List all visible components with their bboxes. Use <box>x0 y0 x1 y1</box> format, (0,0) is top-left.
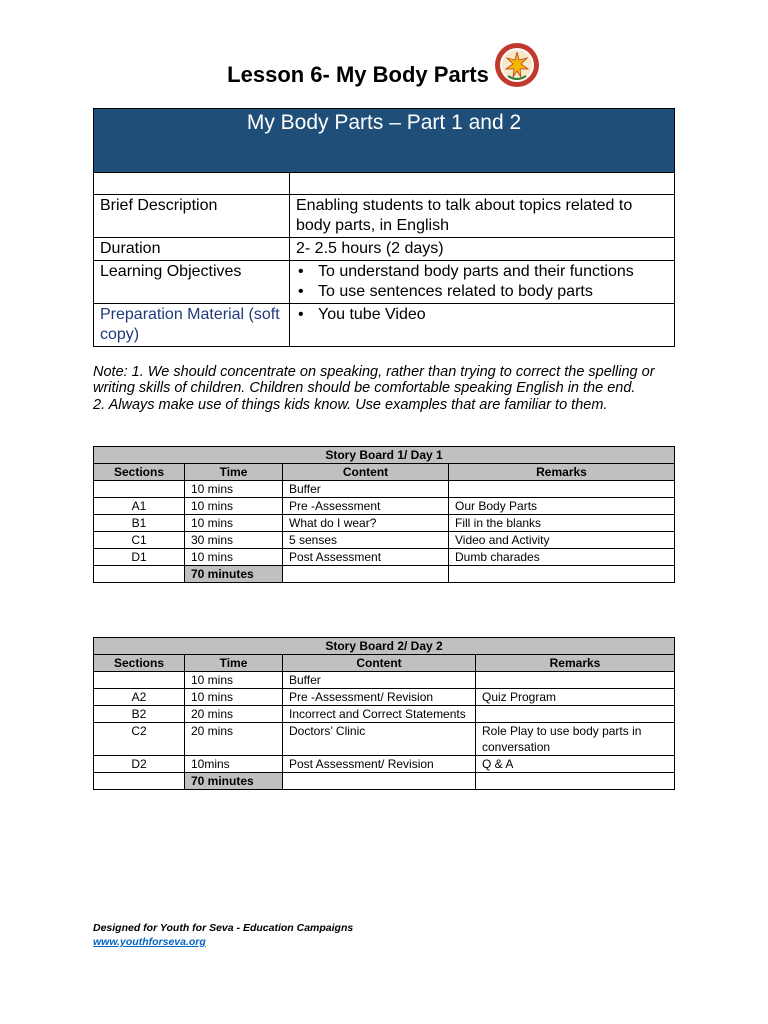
content-cell: Pre -Assessment <box>283 498 449 515</box>
section-cell: C1 <box>94 532 185 549</box>
total-time: 70 minutes <box>185 566 283 583</box>
table-row <box>94 481 675 498</box>
duration-value: 2- 2.5 hours (2 days) <box>290 238 675 261</box>
youth-for-seva-logo <box>494 42 540 88</box>
time-cell: 10mins <box>185 756 283 773</box>
objective-bullet: • To understand body parts and their functions <box>296 262 668 282</box>
section-cell: A2 <box>94 689 185 706</box>
preparation-material-value <box>290 304 675 347</box>
remarks-cell <box>476 672 675 689</box>
col-header-time: Time <box>185 655 283 672</box>
time-cell: 10 mins <box>185 498 283 515</box>
remarks-cell: Q & A <box>476 756 675 773</box>
remarks-cell: Dumb charades <box>449 549 675 566</box>
table-row <box>94 723 675 756</box>
col-header-remarks: Remarks <box>449 464 675 481</box>
content-cell: Doctors’ Clinic <box>283 723 476 756</box>
time-cell: 20 mins <box>185 706 283 723</box>
empty-cell <box>94 773 185 790</box>
table-row <box>94 672 675 689</box>
objective-bullet: • To use sentences related to body parts <box>296 282 668 302</box>
note-line-2: 2. Always make use of things kids know. Use examples that are familiar to them. <box>93 396 608 413</box>
remarks-cell: Quiz Program <box>476 689 675 706</box>
content-cell: Buffer <box>283 672 476 689</box>
time-cell: 30 mins <box>185 532 283 549</box>
teaching-note <box>93 364 683 413</box>
time-cell: 10 mins <box>185 689 283 706</box>
time-cell: 10 mins <box>185 549 283 566</box>
empty-cell <box>283 773 476 790</box>
empty-cell <box>449 566 675 583</box>
total-row <box>94 773 675 790</box>
content-cell: Pre -Assessment/ Revision <box>283 689 476 706</box>
page-footer <box>93 921 353 949</box>
section-cell: A1 <box>94 498 185 515</box>
empty-cell <box>94 173 290 195</box>
content-cell: Post Assessment/ Revision <box>283 756 476 773</box>
table-row <box>94 549 675 566</box>
material-bullet: • You tube Video <box>296 305 668 325</box>
story-board-caption: Story Board 2/ Day 2 <box>94 638 675 655</box>
section-cell: B1 <box>94 515 185 532</box>
content-cell: Post Assessment <box>283 549 449 566</box>
table-row <box>94 532 675 549</box>
remarks-cell: Role Play to use body parts in conversation <box>476 723 675 756</box>
duration-label: Duration <box>94 238 290 261</box>
time-cell: 10 mins <box>185 515 283 532</box>
time-cell: 20 mins <box>185 723 283 756</box>
remarks-cell: Our Body Parts <box>449 498 675 515</box>
empty-cell <box>283 566 449 583</box>
empty-cell <box>94 566 185 583</box>
footer-credit: Designed for Youth for Seva - Education Campaigns <box>93 922 354 934</box>
section-cell <box>94 481 185 498</box>
table-row <box>94 498 675 515</box>
learning-objectives-label: Learning Objectives <box>94 261 290 304</box>
table-row <box>94 689 675 706</box>
col-header-sections: Sections <box>94 655 185 672</box>
empty-cell <box>476 773 675 790</box>
section-cell: C2 <box>94 723 185 756</box>
lesson-overview-table <box>93 108 675 347</box>
story-board-1-table <box>93 446 675 583</box>
col-header-content: Content <box>283 655 476 672</box>
preparation-material-label: Preparation Material (soft copy) <box>94 304 290 347</box>
section-cell: D2 <box>94 756 185 773</box>
story-board-2-table <box>93 637 675 790</box>
content-cell: Incorrect and Correct Statements <box>283 706 476 723</box>
learning-objectives-value <box>290 261 675 304</box>
brief-description-value: Enabling students to talk about topics related to body parts, in English <box>290 195 675 238</box>
content-cell: 5 senses <box>283 532 449 549</box>
section-cell: D1 <box>94 549 185 566</box>
col-header-remarks: Remarks <box>476 655 675 672</box>
section-cell: B2 <box>94 706 185 723</box>
table-row <box>94 756 675 773</box>
col-header-content: Content <box>283 464 449 481</box>
col-header-time: Time <box>185 464 283 481</box>
time-cell: 10 mins <box>185 672 283 689</box>
note-line-1: Note: 1. We should concentrate on speaking, rather than trying to correct the spelling or writing skills of children. Children should be comfortable speaking English in the end. <box>93 364 655 397</box>
col-header-sections: Sections <box>94 464 185 481</box>
table-row <box>94 706 675 723</box>
remarks-cell <box>476 706 675 723</box>
content-cell: What do I wear? <box>283 515 449 532</box>
time-cell: 10 mins <box>185 481 283 498</box>
brief-description-label: Brief Description <box>94 195 290 238</box>
overview-header: My Body Parts – Part 1 and 2 <box>94 109 675 173</box>
empty-cell <box>290 173 675 195</box>
remarks-cell: Fill in the blanks <box>449 515 675 532</box>
section-cell <box>94 672 185 689</box>
content-cell: Buffer <box>283 481 449 498</box>
table-row <box>94 515 675 532</box>
story-board-caption: Story Board 1/ Day 1 <box>94 447 675 464</box>
total-row <box>94 566 675 583</box>
remarks-cell: Video and Activity <box>449 532 675 549</box>
website-link[interactable]: www.youthforseva.org <box>93 936 206 948</box>
document-title: Lesson 6- My Body Parts <box>227 62 489 87</box>
remarks-cell <box>449 481 675 498</box>
total-time: 70 minutes <box>185 773 283 790</box>
